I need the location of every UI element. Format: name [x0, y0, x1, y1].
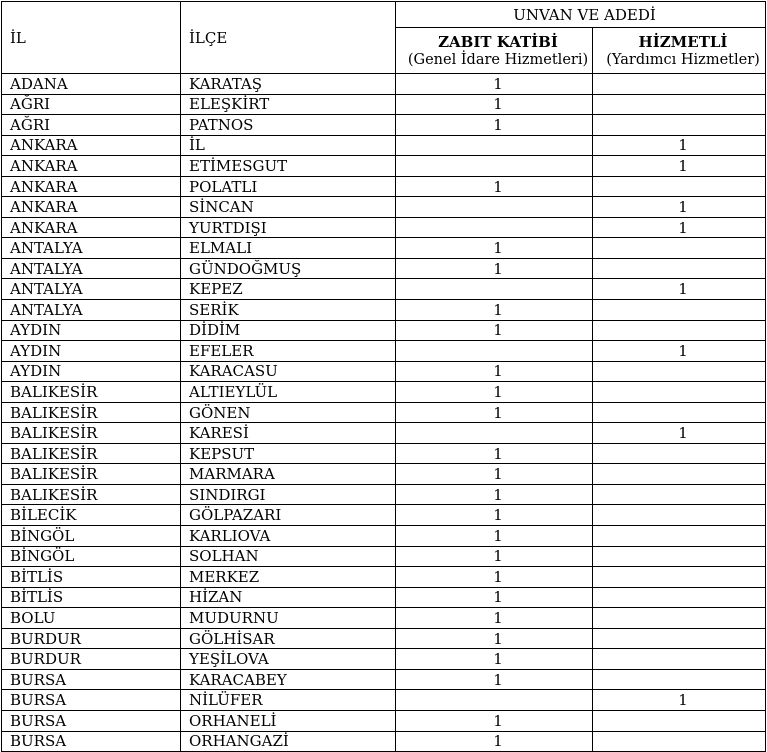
- cell-zabit-katibi: [396, 341, 593, 362]
- cell-hizmetli: [593, 710, 766, 731]
- table-row: [2, 74, 766, 95]
- cell-il: BALIKESİR: [2, 464, 181, 485]
- cell-il: BURSA: [2, 710, 181, 731]
- cell-ilce: MERKEZ: [181, 567, 396, 588]
- table-row: [2, 628, 766, 649]
- cell-hizmetli: [593, 567, 766, 588]
- table-row: [2, 156, 766, 177]
- table-row: [2, 382, 766, 403]
- cell-zabit-katibi: 1: [396, 505, 593, 526]
- cell-ilce: GÖLPAZARI: [181, 505, 396, 526]
- cell-ilce: EFELER: [181, 341, 396, 362]
- cell-hizmetli: [593, 74, 766, 95]
- table-row: [2, 238, 766, 259]
- cell-il: BURSA: [2, 669, 181, 690]
- table-row: [2, 443, 766, 464]
- cell-hizmetli: 1: [593, 135, 766, 156]
- cell-il: AĞRI: [2, 94, 181, 115]
- table-row: [2, 320, 766, 341]
- cell-ilce: ELMALI: [181, 238, 396, 259]
- hizmetli-title: HİZMETLİ: [638, 32, 728, 51]
- cell-zabit-katibi: 1: [396, 526, 593, 547]
- cell-hizmetli: [593, 484, 766, 505]
- cell-ilce: KARACASU: [181, 361, 396, 382]
- cell-ilce: ORHANELİ: [181, 710, 396, 731]
- cell-zabit-katibi: 1: [396, 587, 593, 608]
- cell-hizmetli: [593, 464, 766, 485]
- header-unvan-adedi: UNVAN VE ADEDİ: [396, 2, 766, 28]
- header-hizmetli: [593, 28, 766, 74]
- zabit-katibi-title: ZABIT KATİBİ: [438, 32, 558, 51]
- cell-il: BALIKESİR: [2, 423, 181, 444]
- header-il: İL: [2, 2, 181, 74]
- cell-hizmetli: [593, 505, 766, 526]
- cell-zabit-katibi: 1: [396, 382, 593, 403]
- table-row: [2, 361, 766, 382]
- cell-ilce: İL: [181, 135, 396, 156]
- cell-hizmetli: 1: [593, 423, 766, 444]
- cell-il: AĞRI: [2, 115, 181, 136]
- cell-hizmetli: [593, 300, 766, 321]
- cell-il: ANKARA: [2, 197, 181, 218]
- cell-zabit-katibi: 1: [396, 443, 593, 464]
- cell-hizmetli: [593, 382, 766, 403]
- cell-hizmetli: [593, 731, 766, 752]
- cell-ilce: ETİMESGUT: [181, 156, 396, 177]
- cell-zabit-katibi: [396, 156, 593, 177]
- cell-il: ANKARA: [2, 217, 181, 238]
- table-row: [2, 710, 766, 731]
- cell-ilce: SINDIRGI: [181, 484, 396, 505]
- cell-hizmetli: [593, 608, 766, 629]
- cell-il: AYDIN: [2, 361, 181, 382]
- table-row: [2, 608, 766, 629]
- cell-hizmetli: 1: [593, 690, 766, 711]
- staff-table: [1, 1, 766, 752]
- cell-il: BALIKESİR: [2, 382, 181, 403]
- cell-hizmetli: [593, 443, 766, 464]
- table-row: [2, 341, 766, 362]
- cell-hizmetli: [593, 258, 766, 279]
- cell-zabit-katibi: 1: [396, 402, 593, 423]
- table-row: [2, 300, 766, 321]
- cell-zabit-katibi: 1: [396, 320, 593, 341]
- cell-il: ANKARA: [2, 176, 181, 197]
- cell-ilce: KARATAŞ: [181, 74, 396, 95]
- cell-zabit-katibi: 1: [396, 115, 593, 136]
- cell-il: BURDUR: [2, 649, 181, 670]
- cell-ilce: SERİK: [181, 300, 396, 321]
- cell-ilce: KARLIOVA: [181, 526, 396, 547]
- cell-zabit-katibi: [396, 690, 593, 711]
- cell-hizmetli: 1: [593, 156, 766, 177]
- cell-il: ANTALYA: [2, 279, 181, 300]
- cell-zabit-katibi: 1: [396, 361, 593, 382]
- table-body: [2, 74, 766, 752]
- table-row: [2, 567, 766, 588]
- cell-zabit-katibi: 1: [396, 176, 593, 197]
- cell-hizmetli: [593, 669, 766, 690]
- cell-zabit-katibi: [396, 197, 593, 218]
- hizmetli-subtitle: (Yardımcı Hizmetler): [606, 51, 760, 68]
- table-row: [2, 176, 766, 197]
- cell-ilce: SİNCAN: [181, 197, 396, 218]
- cell-zabit-katibi: 1: [396, 608, 593, 629]
- cell-zabit-katibi: 1: [396, 567, 593, 588]
- table-row: [2, 402, 766, 423]
- cell-hizmetli: [593, 176, 766, 197]
- header-zabit-katibi: [396, 28, 593, 74]
- cell-hizmetli: [593, 546, 766, 567]
- cell-zabit-katibi: 1: [396, 238, 593, 259]
- cell-ilce: DİDİM: [181, 320, 396, 341]
- cell-zabit-katibi: [396, 217, 593, 238]
- cell-zabit-katibi: [396, 423, 593, 444]
- cell-il: ANKARA: [2, 156, 181, 177]
- table-row: [2, 505, 766, 526]
- table-row: [2, 135, 766, 156]
- cell-il: ANTALYA: [2, 238, 181, 259]
- cell-ilce: ORHANGAZİ: [181, 731, 396, 752]
- table-row: [2, 546, 766, 567]
- cell-zabit-katibi: 1: [396, 464, 593, 485]
- cell-zabit-katibi: 1: [396, 94, 593, 115]
- zabit-katibi-subtitle: (Genel İdare Hizmetleri): [407, 51, 589, 68]
- table-row: [2, 526, 766, 547]
- cell-il: ANTALYA: [2, 258, 181, 279]
- cell-ilce: GÖLHİSAR: [181, 628, 396, 649]
- table-row: [2, 669, 766, 690]
- cell-zabit-katibi: 1: [396, 710, 593, 731]
- cell-ilce: KARACABEY: [181, 669, 396, 690]
- table-row: [2, 279, 766, 300]
- cell-ilce: HİZAN: [181, 587, 396, 608]
- cell-ilce: YEŞİLOVA: [181, 649, 396, 670]
- cell-hizmetli: [593, 115, 766, 136]
- cell-ilce: KEPEZ: [181, 279, 396, 300]
- cell-ilce: PATNOS: [181, 115, 396, 136]
- cell-hizmetli: [593, 649, 766, 670]
- cell-ilce: NİLÜFER: [181, 690, 396, 711]
- cell-ilce: MUDURNU: [181, 608, 396, 629]
- cell-ilce: GÖNEN: [181, 402, 396, 423]
- table-row: [2, 649, 766, 670]
- cell-ilce: YURTDIŞI: [181, 217, 396, 238]
- cell-hizmetli: [593, 628, 766, 649]
- cell-il: ADANA: [2, 74, 181, 95]
- cell-ilce: MARMARA: [181, 464, 396, 485]
- cell-il: BİNGÖL: [2, 526, 181, 547]
- cell-ilce: KEPSUT: [181, 443, 396, 464]
- table-row: [2, 690, 766, 711]
- cell-il: AYDIN: [2, 320, 181, 341]
- cell-hizmetli: [593, 94, 766, 115]
- cell-il: BİTLİS: [2, 587, 181, 608]
- cell-il: BALIKESİR: [2, 484, 181, 505]
- cell-hizmetli: 1: [593, 279, 766, 300]
- cell-ilce: GÜNDOĞMUŞ: [181, 258, 396, 279]
- cell-hizmetli: 1: [593, 341, 766, 362]
- cell-il: BİNGÖL: [2, 546, 181, 567]
- cell-il: BURDUR: [2, 628, 181, 649]
- cell-hizmetli: 1: [593, 197, 766, 218]
- cell-zabit-katibi: [396, 135, 593, 156]
- cell-zabit-katibi: 1: [396, 649, 593, 670]
- table-row: [2, 94, 766, 115]
- cell-zabit-katibi: 1: [396, 546, 593, 567]
- cell-ilce: ALTIEYLÜL: [181, 382, 396, 403]
- cell-ilce: SOLHAN: [181, 546, 396, 567]
- cell-ilce: POLATLI: [181, 176, 396, 197]
- table-row: [2, 258, 766, 279]
- cell-hizmetli: [593, 320, 766, 341]
- cell-il: BİTLİS: [2, 567, 181, 588]
- cell-il: BALIKESİR: [2, 402, 181, 423]
- cell-zabit-katibi: 1: [396, 731, 593, 752]
- cell-hizmetli: [593, 238, 766, 259]
- cell-zabit-katibi: 1: [396, 258, 593, 279]
- cell-zabit-katibi: 1: [396, 74, 593, 95]
- cell-il: BİLECİK: [2, 505, 181, 526]
- table-row: [2, 423, 766, 444]
- cell-hizmetli: [593, 402, 766, 423]
- cell-hizmetli: [593, 526, 766, 547]
- cell-il: BURSA: [2, 731, 181, 752]
- cell-il: BOLU: [2, 608, 181, 629]
- cell-zabit-katibi: 1: [396, 628, 593, 649]
- cell-hizmetli: 1: [593, 217, 766, 238]
- cell-zabit-katibi: [396, 279, 593, 300]
- cell-il: AYDIN: [2, 341, 181, 362]
- cell-zabit-katibi: 1: [396, 669, 593, 690]
- table-row: [2, 217, 766, 238]
- cell-hizmetli: [593, 587, 766, 608]
- table-row: [2, 464, 766, 485]
- table-row: [2, 731, 766, 752]
- cell-ilce: KARESİ: [181, 423, 396, 444]
- cell-ilce: ELEŞKİRT: [181, 94, 396, 115]
- table-row: [2, 587, 766, 608]
- cell-il: ANKARA: [2, 135, 181, 156]
- cell-hizmetli: [593, 361, 766, 382]
- cell-il: BURSA: [2, 690, 181, 711]
- table-row: [2, 484, 766, 505]
- table-row: [2, 115, 766, 136]
- cell-il: BALIKESİR: [2, 443, 181, 464]
- header-ilce: İLÇE: [181, 2, 396, 74]
- cell-zabit-katibi: 1: [396, 484, 593, 505]
- cell-zabit-katibi: 1: [396, 300, 593, 321]
- cell-il: ANTALYA: [2, 300, 181, 321]
- table-row: [2, 197, 766, 218]
